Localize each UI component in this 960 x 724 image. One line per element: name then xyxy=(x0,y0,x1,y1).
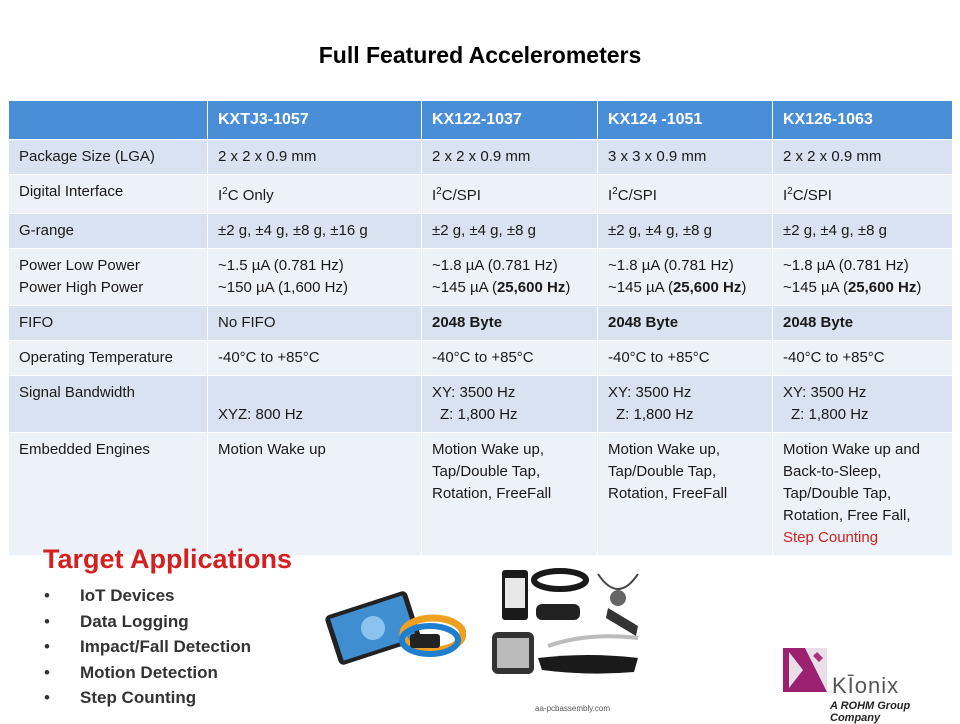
table-row xyxy=(9,376,953,433)
tablet-wristband-image xyxy=(318,588,466,668)
row-label: Embedded Engines xyxy=(9,433,208,556)
table-cell: Motion Wake up and Back-to-Sleep, Tap/Double Tap, Rotation, Free Fall, Step Counting xyxy=(773,433,953,556)
table-cell: XY: 3500 Hz Z: 1,800 Hz xyxy=(422,376,598,433)
table-row xyxy=(9,306,953,341)
list-item: • IoT Devices xyxy=(40,583,251,609)
table-cell: 2 x 2 x 0.9 mm xyxy=(208,140,422,175)
target-applications-title: Target Applications xyxy=(43,544,293,574)
table-cell: 2048 Byte xyxy=(598,306,773,341)
table-cell: -40°C to +85°C xyxy=(773,341,953,376)
table-row xyxy=(9,341,953,376)
table-cell: 2048 Byte xyxy=(422,306,598,341)
table-cell: XY: 3500 Hz Z: 1,800 Hz xyxy=(773,376,953,433)
header-empty xyxy=(9,101,208,140)
header-kx126-1063: KX126-1063 xyxy=(773,101,953,140)
table-cell: ~1.5 µA (0.781 Hz) ~150 µA (1,600 Hz) xyxy=(208,249,422,306)
row-label: Signal Bandwidth xyxy=(9,376,208,433)
table-row xyxy=(9,214,953,249)
table-row xyxy=(9,175,953,214)
table-cell: ±2 g, ±4 g, ±8 g, ±16 g xyxy=(208,214,422,249)
table-cell: -40°C to +85°C xyxy=(422,341,598,376)
row-label: Digital Interface xyxy=(9,175,208,214)
table-cell: $I^2C$/SPI xyxy=(422,175,598,214)
table-cell: 3 x 3 x 0.9 mm xyxy=(598,140,773,175)
list-item: • Impact/Fall Detection xyxy=(40,634,251,660)
table-row xyxy=(9,140,953,175)
header-kx124-1051: KX124 -1051 xyxy=(598,101,773,140)
table-cell: No FIFO xyxy=(208,306,422,341)
page-title: Full Featured Accelerometers xyxy=(318,42,642,68)
table-cell: ~1.8 µA (0.781 Hz) ~145 µA (25,600 Hz) xyxy=(773,249,953,306)
table-cell: 2 x 2 x 0.9 mm xyxy=(422,140,598,175)
list-item: • Step Counting xyxy=(40,685,251,711)
table-cell: $I^2C$/SPI xyxy=(773,175,953,214)
wearables-image xyxy=(488,566,668,702)
table-cell: $I^2C$/SPI xyxy=(598,175,773,214)
table-cell: -40°C to +85°C xyxy=(598,341,773,376)
table-cell: ±2 g, ±4 g, ±8 g xyxy=(773,214,953,249)
image-credit: aa-pcbassembly.com xyxy=(535,704,610,713)
row-label: FIFO xyxy=(9,306,208,341)
table-cell: Motion Wake up xyxy=(208,433,422,556)
kionix-logo-text: KĪonix xyxy=(832,673,900,698)
table-cell: 2048 Byte xyxy=(773,306,953,341)
table-row xyxy=(9,249,953,306)
row-label: Power Low Power Power High Power xyxy=(9,249,208,306)
table-cell: ±2 g, ±4 g, ±8 g xyxy=(598,214,773,249)
kionix-logo-icon xyxy=(783,648,827,692)
table-cell: ~1.8 µA (0.781 Hz) ~145 µA (25,600 Hz) xyxy=(598,249,773,306)
table-cell: Motion Wake up, Tap/Double Tap, Rotation, FreeFall xyxy=(422,433,598,556)
kionix-tagline: A ROHM Group Company xyxy=(830,700,911,724)
header-kx122-1037: KX122-1037 xyxy=(422,101,598,140)
row-label: G-range xyxy=(9,214,208,249)
table-cell: Motion Wake up, Tap/Double Tap, Rotation, FreeFall xyxy=(598,433,773,556)
table-cell: $I^2C$ Only xyxy=(208,175,422,214)
row-label: Package Size (LGA) xyxy=(9,140,208,175)
table-cell: XYZ: 800 Hz xyxy=(208,376,422,433)
list-item: • Data Logging xyxy=(40,609,251,635)
table-cell: ~1.8 µA (0.781 Hz) ~145 µA (25,600 Hz) xyxy=(422,249,598,306)
table-cell: -40°C to +85°C xyxy=(208,341,422,376)
table-header-row xyxy=(9,101,953,140)
table-cell: 2 x 2 x 0.9 mm xyxy=(773,140,953,175)
target-applications-list xyxy=(40,583,251,711)
table-cell: XY: 3500 Hz Z: 1,800 Hz xyxy=(598,376,773,433)
header-kxtj3-1057: KXTJ3-1057 xyxy=(208,101,422,140)
row-label: Operating Temperature xyxy=(9,341,208,376)
table-row xyxy=(9,433,953,556)
spec-table xyxy=(8,100,953,556)
list-item: • Motion Detection xyxy=(40,660,251,686)
table-cell: ±2 g, ±4 g, ±8 g xyxy=(422,214,598,249)
